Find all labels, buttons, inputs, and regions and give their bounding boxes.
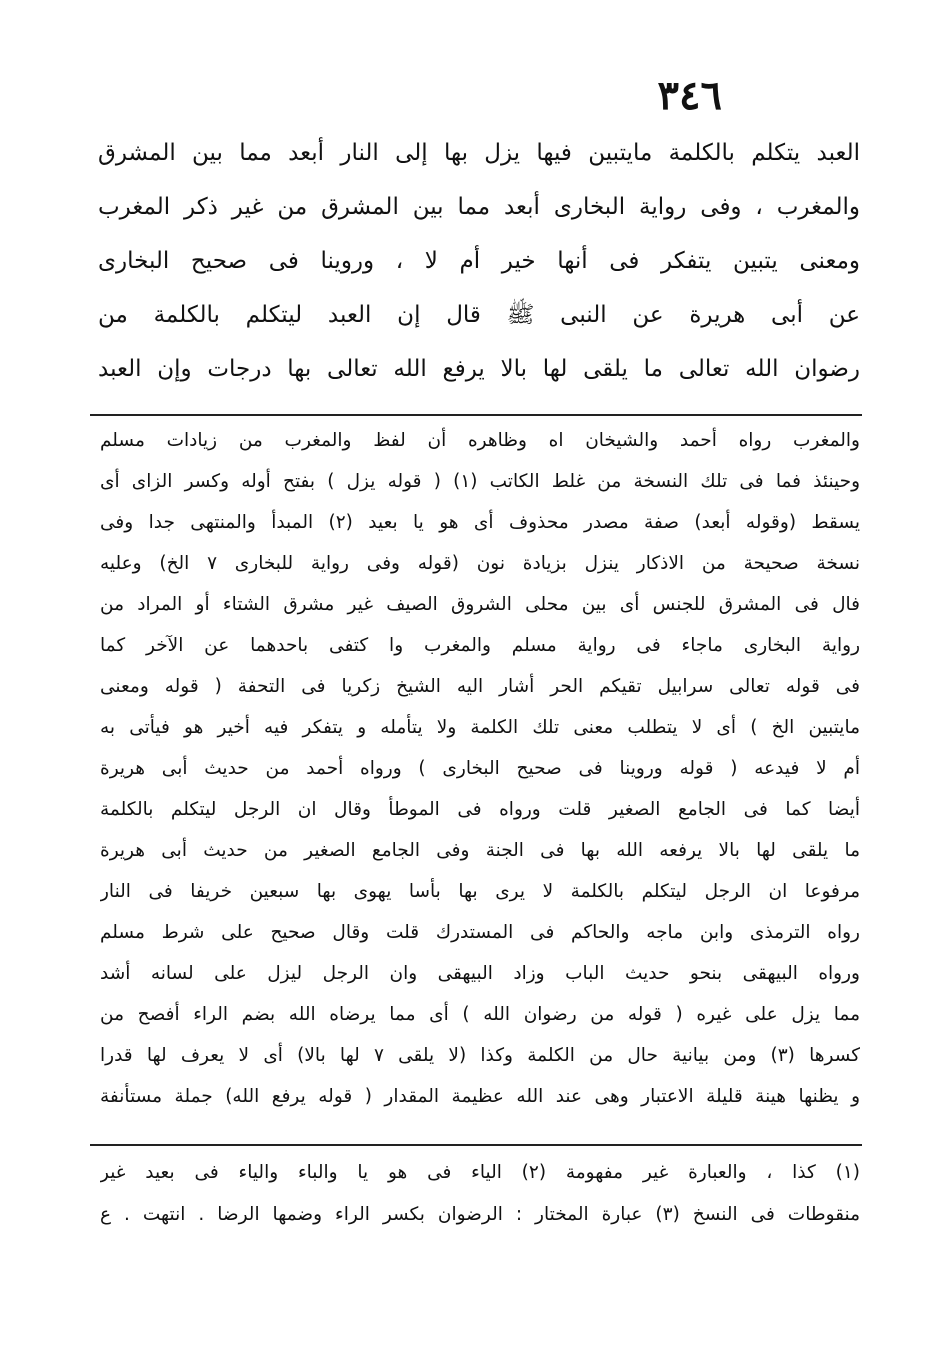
main-text-line: رضوان الله تعالى ما يلقى لها بالا يرفع الله تعالى بها درجات وإن العبد	[98, 356, 860, 382]
footnote-line: منقوطات فى النسخ (٣) عبارة المختار : الرضوان بكسر الراء وضمها الرضا . انتهت . ع	[100, 1204, 860, 1225]
commentary-line: رواية البخارى ماجاء فى رواية مسلم والمغرب وا كتفى باحدهما عن الآخر كما	[100, 635, 860, 656]
commentary-line: مايتبين الخ ) أى لا يتطلب معنى تلك الكلمة ولا يتأمله و يتفكر فيه أخير هو فيأتى به	[100, 717, 860, 738]
main-text-line: والمغرب ، وفى رواية البخارى أبعد مما بين المشرق من غير ذكر المغرب	[98, 194, 860, 220]
commentary-line: فال فى المشرق للجنس أى بين محلى الشروق الصيف غير مشرق الشتاء أو المراد من	[100, 594, 860, 615]
main-text	[98, 126, 860, 396]
commentary-text	[100, 420, 860, 1117]
main-text-line: ومعنى يتبين يتفكر فى أنها خير أم لا ، وروينا فى صحيح البخارى	[98, 248, 860, 274]
commentary-line: مرفوعا ان الرجل ليتكلم بالكلمة لا يرى بها بأسا يهوى بها سبعين خريفا فى النار	[100, 881, 860, 902]
commentary-line: مما يزل على غيره ( قوله من رضوان الله ) أى مما يرضاه الله بضم الراء أفصح من	[100, 1004, 860, 1025]
main-text-line: عن أبى هريرة عن النبى ﷺ قال إن العبد ليتكلم بالكلمة من	[98, 302, 860, 328]
commentary-line: نسخة صحيحة من الاذكار ينزل بزيادة نون (قوله وفى رواية للبخارى ٧ الخ) وعليه	[100, 553, 860, 574]
commentary-line: و يظنها هينة قليلة الاعتبار وهى عند الله عظيمة المقدار ( قوله يرفع الله) جملة مستأنفة	[100, 1086, 860, 1107]
page-number: ٣٤٦	[657, 72, 722, 119]
commentary-line: كسرها (٣) ومن بيانية حال من الكلمة وكذا (لا يلقى ٧ لها بالا) أى لا يعرف لها قدرا	[100, 1045, 860, 1066]
separator-line-top	[90, 414, 862, 416]
footnote-line: (١) كذا ، والعبارة غير مفهومة (٢) الياء فى هو يا والباء والياء فى بعيد غير	[100, 1162, 860, 1183]
commentary-line: رواه الترمذى وابن ماجه والحاكم فى المستدرك قلت وقال صحيح على شرط مسلم	[100, 922, 860, 943]
commentary-line: فى قوله تعالى سرابيل تقيكم الحر أشار اليه الشيخ زكريا فى التحفة ( قوله ومعنى	[100, 676, 860, 697]
commentary-line: ما يلقى لها بالا يرفعه الله بها فى الجنة وفى الجامع الصغير من حديث أبى هريرة	[100, 840, 860, 861]
commentary-line: أم لا فيدعه ( قوله وروينا فى صحيح البخارى ) ورواه أحمد من حديث أبى هريرة	[100, 758, 860, 779]
commentary-line: يسقط (وقوله أبعد) صفة مصدر محذوف أى هو يا بعيد (٢) المبدأ والمنتهى جدا وفى	[100, 512, 860, 533]
commentary-line: والمغرب رواه أحمد والشيخان اه وظاهره أن لفظ والمغرب من زيادات مسلم	[100, 430, 860, 451]
main-text-line: العبد يتكلم بالكلمة مايتبين فيها يزل بها إلى النار أبعد مما بين المشرق	[98, 140, 860, 166]
commentary-line: ورواه البيهقى بنحو حديث الباب وزاد البيهقى وان الرجل ليزل على لسانه أشد	[100, 963, 860, 984]
separator-line-bottom	[90, 1144, 862, 1146]
footnotes	[100, 1152, 860, 1236]
commentary-line: أيضا كما فى الجامع الصغير قلت ورواه فى الموطأ وقال ان الرجل ليتكلم بالكلمة	[100, 799, 860, 820]
commentary-line: وحينئذ فما فى تلك النسخة من غلط الكاتب (١) ( قوله يزل ) بفتح أوله وكسر الزاى أى	[100, 471, 860, 492]
